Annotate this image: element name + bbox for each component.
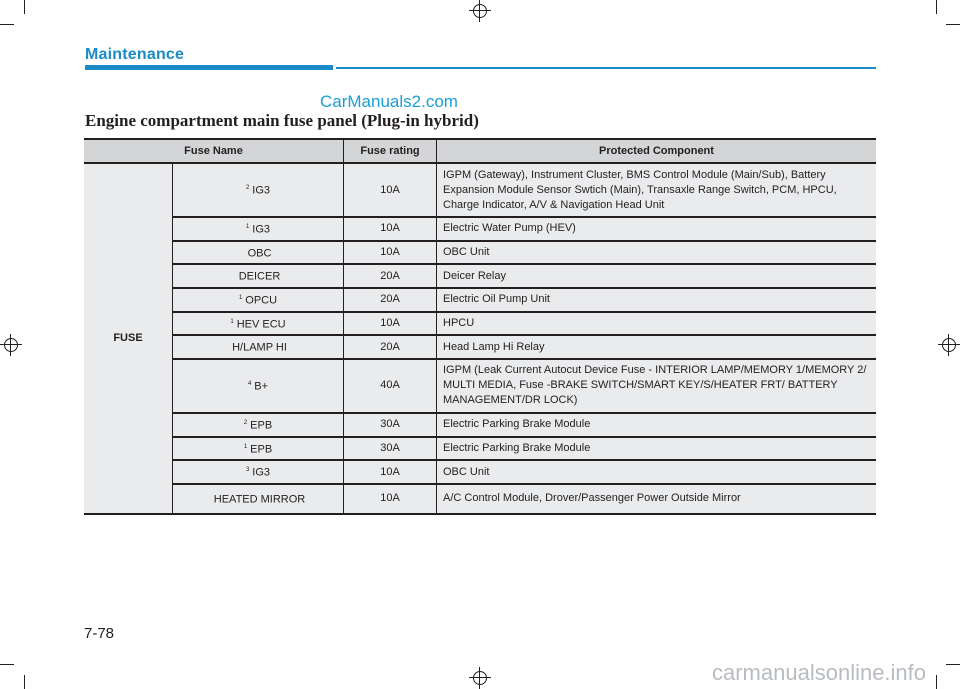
fuse-category: FUSE <box>84 163 173 514</box>
fuse-name-cell <box>173 413 344 437</box>
crop-mark <box>946 24 960 25</box>
protected-component: Electric Oil Pump Unit <box>437 288 877 312</box>
fuse-name-cell <box>173 217 344 241</box>
footnote-marker: 1 <box>230 318 234 325</box>
page-number: 7-78 <box>84 625 115 642</box>
crop-mark <box>24 0 25 14</box>
table-row <box>84 437 876 461</box>
table-row <box>84 335 876 359</box>
protected-component: A/C Control Module, Drover/Passenger Power Outside Mirror <box>437 484 877 514</box>
fuse-name: IG3 <box>252 223 271 236</box>
table-row <box>84 413 876 437</box>
protected-component: IGPM (Gateway), Instrument Cluster, BMS Control Module (Main/Sub), Battery Expansion Module Sensor Swtich (Main), Transaxle Range Switch, PCM, HPCU, Charge Indicator, A/V & Navigation Head Unit <box>437 163 877 217</box>
crop-mark <box>936 0 937 14</box>
table-row <box>84 241 876 265</box>
fuse-name-cell <box>173 312 344 336</box>
footnote-marker: 1 <box>245 224 250 230</box>
table-row <box>84 312 876 336</box>
registration-mark-icon <box>469 0 491 22</box>
fuse-name: EPB <box>250 419 273 432</box>
watermark-link[interactable]: CarManuals2.com <box>320 92 458 111</box>
fuse-table <box>84 138 876 515</box>
table-row <box>84 484 876 514</box>
fuse-name-cell <box>173 460 344 484</box>
table-row <box>84 163 876 217</box>
fuse-rating: 10A <box>344 460 437 484</box>
crop-mark <box>0 664 14 665</box>
crop-mark <box>936 675 937 689</box>
registration-mark-icon <box>0 334 22 356</box>
fuse-name: DEICER <box>238 270 281 283</box>
fuse-name: OBC <box>247 247 272 260</box>
footnote-marker: 2 <box>243 419 248 426</box>
fuse-rating: 30A <box>344 413 437 437</box>
footnote-marker: 2 <box>245 185 250 192</box>
fuse-name: OPCU <box>245 294 278 307</box>
fuse-name: EPB <box>250 443 273 456</box>
footnote-marker: 1 <box>243 443 248 450</box>
footnote-marker: 1 <box>238 294 243 301</box>
footnote-marker: 4 <box>247 381 252 388</box>
fuse-rating: 10A <box>344 163 437 217</box>
fuse-rating: 10A <box>344 484 437 514</box>
table-row <box>84 288 876 312</box>
fuse-rating: 10A <box>344 312 437 336</box>
column-header-fuse-rating: Fuse rating <box>344 139 437 163</box>
protected-component: Electric Parking Brake Module <box>437 437 877 461</box>
fuse-rating: 20A <box>344 264 437 288</box>
registration-mark-icon <box>469 667 491 689</box>
fuse-name: IG3 <box>252 184 271 197</box>
fuse-rating: 30A <box>344 437 437 461</box>
table-header-row <box>84 139 876 163</box>
table-row <box>84 359 876 413</box>
fuse-name: H/LAMP HI <box>232 341 287 354</box>
fuse-name: HEATED MIRROR <box>213 493 306 506</box>
crop-mark <box>0 24 14 25</box>
fuse-name-cell <box>173 264 344 288</box>
fuse-name-cell <box>173 163 344 217</box>
section-title: Maintenance <box>85 46 185 63</box>
crop-mark <box>24 675 25 689</box>
fuse-name-cell <box>173 288 344 312</box>
protected-component: Electric Parking Brake Module <box>437 413 877 437</box>
fuse-rating: 20A <box>344 288 437 312</box>
column-header-fuse-name: Fuse Name <box>84 139 344 163</box>
fuse-rating: 10A <box>344 217 437 241</box>
registration-mark-icon <box>938 334 960 356</box>
fuse-name-cell <box>173 335 344 359</box>
protected-component: IGPM (Leak Current Autocut Device Fuse - INTERIOR LAMP/MEMORY 1/MEMORY 2/ MULTI MEDIA, Fuse -BRAKE SWITCH/SMART KEY/S/HEATER FRT/ BATTERY MANAGEMENT/DR LOCK) <box>437 359 877 413</box>
fuse-rating: 40A <box>344 359 437 413</box>
fuse-name-cell <box>173 484 344 514</box>
protected-component: OBC Unit <box>437 241 877 265</box>
crop-mark <box>946 664 960 665</box>
fuse-name: IG3 <box>252 466 271 479</box>
footnote-marker: 3 <box>245 467 250 474</box>
fuse-name-cell <box>173 437 344 461</box>
fuse-name: HEV ECU <box>236 318 286 331</box>
fuse-rating: 10A <box>344 241 437 265</box>
table-row <box>84 460 876 484</box>
protected-component: Deicer Relay <box>437 264 877 288</box>
table-row <box>84 264 876 288</box>
fuse-rating: 20A <box>344 335 437 359</box>
fuse-name-cell <box>173 241 344 265</box>
protected-component: Electric Water Pump (HEV) <box>437 217 877 241</box>
fuse-name-cell <box>173 359 344 413</box>
section-rule-thin <box>336 67 876 69</box>
section-rule <box>85 65 333 70</box>
fuse-name: B+ <box>254 380 269 393</box>
protected-component: Head Lamp Hi Relay <box>437 335 877 359</box>
column-header-protected-component: Protected Component <box>437 139 877 163</box>
site-watermark: carmanualsonline.info <box>712 660 927 685</box>
protected-component: OBC Unit <box>437 460 877 484</box>
page-heading: Engine compartment main fuse panel (Plug-in hybrid) <box>85 111 479 130</box>
protected-component: HPCU <box>437 312 877 336</box>
table-row <box>84 217 876 241</box>
